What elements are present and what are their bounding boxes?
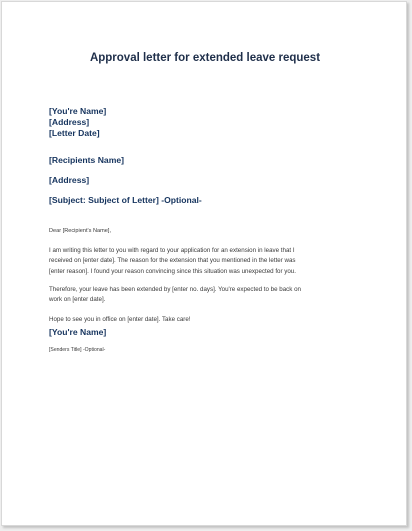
letter-page	[1, 1, 407, 526]
salutation: Dear [Recipient's Name],	[49, 228, 112, 234]
closing-name: [You're Name]	[49, 327, 107, 337]
paragraph-1	[49, 246, 379, 277]
paragraph-1-line-1: I am writing this letter to you with regard to your application for an extension in leave that I	[49, 247, 295, 254]
signature-note: [Senders Title] -Optional-	[49, 347, 106, 353]
sender-address: [Address]	[49, 117, 90, 127]
paragraph-2-line-1: Therefore, your leave has been extended by [enter no. days]. You're expected to be back on	[49, 286, 301, 293]
document-title: Approval letter for extended leave request	[89, 52, 321, 64]
sender-info	[49, 106, 106, 139]
letter-date: [Letter Date]	[49, 128, 100, 138]
paragraph-2	[49, 285, 379, 306]
letter-subject: [Subject: Subject of Letter] -Optional-	[49, 195, 202, 205]
recipient-address: [Address]	[49, 175, 90, 185]
paragraph-2-line-2: work on [enter date].	[49, 296, 106, 304]
sender-name: [You're Name]	[49, 106, 107, 116]
paragraph-1-line-2: received on [enter date]. The reason for the extension that you mentioned in the letter was	[49, 257, 296, 265]
paragraph-1-line-3: [enter reason]. I found your reason convincing since this situation was unexpected for you.	[49, 267, 296, 275]
paragraph-3: Hope to see you in office on [enter date]. Take care!	[49, 316, 191, 323]
recipient-name: [Recipients Name]	[49, 155, 124, 165]
